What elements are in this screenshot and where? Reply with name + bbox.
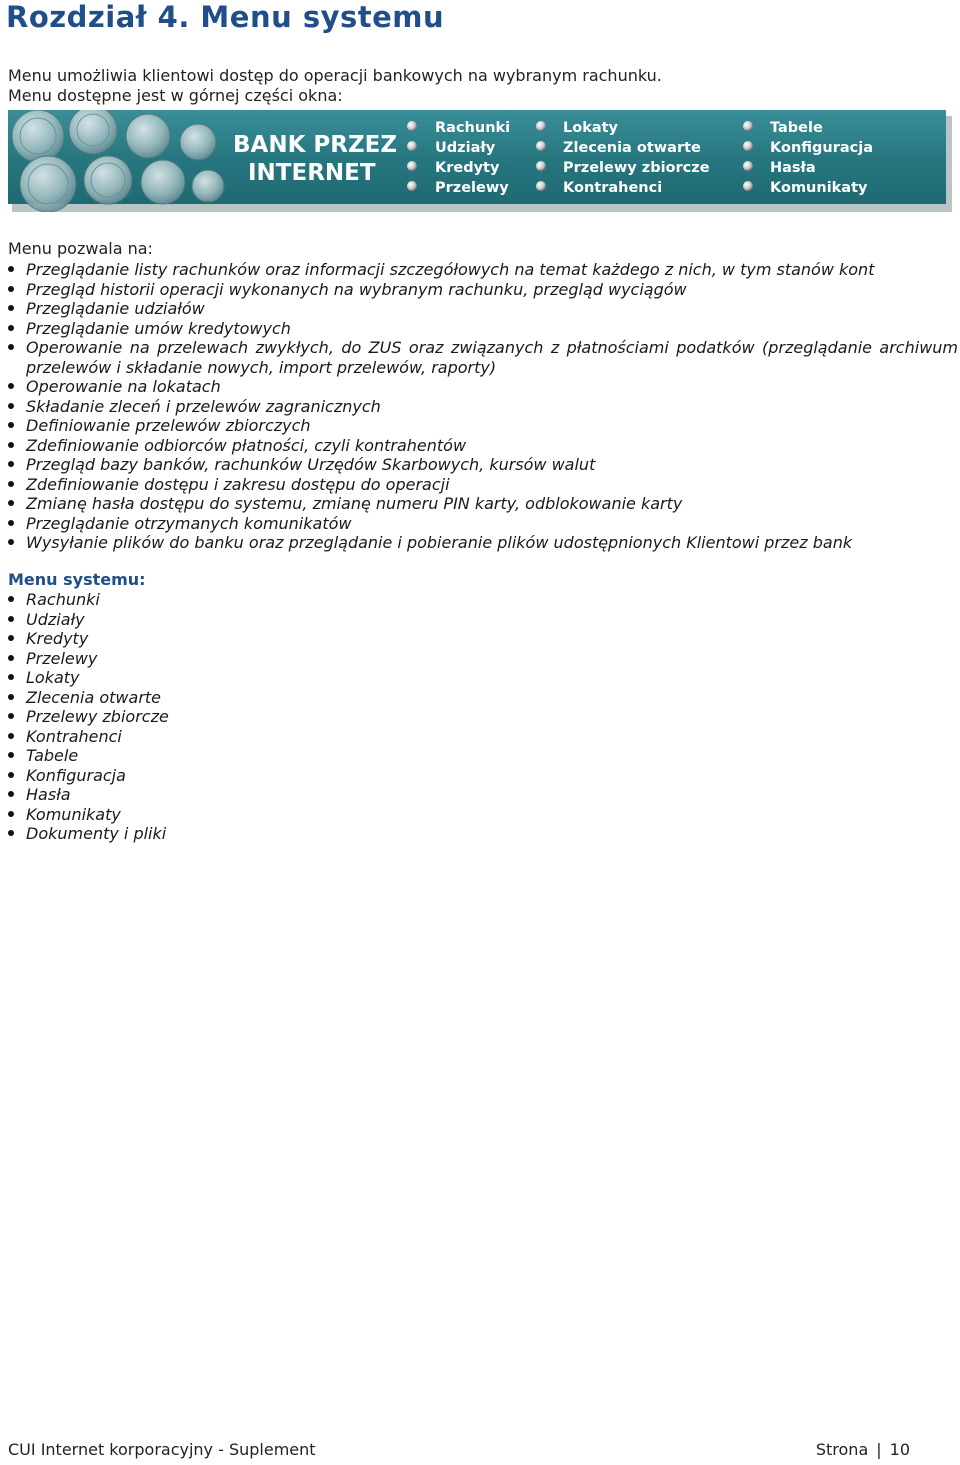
list-item: Definiowanie przelewów zbiorczych xyxy=(8,416,958,436)
menu-item-rachunki: Rachunki xyxy=(8,590,958,610)
banner-menu-udzialy[interactable]: Udziały xyxy=(435,140,496,156)
bullet-icon xyxy=(8,733,14,739)
menu-bullet-icon xyxy=(536,161,546,171)
banner-menu-konfiguracja[interactable]: Konfiguracja xyxy=(770,140,874,156)
bullet-icon xyxy=(8,286,14,292)
list-item: Zmianę hasła dostępu do systemu, zmianę numeru PIN karty, odblokowanie karty xyxy=(8,494,958,514)
bullet-icon xyxy=(8,403,14,409)
banner-menu-przelewy[interactable]: Przelewy xyxy=(435,180,509,196)
bullet-icon xyxy=(8,383,14,389)
menu-item-przelewy-zbiorcze: Przelewy zbiorcze xyxy=(8,707,958,727)
list-item: Składanie zleceń i przelewów zagranicznych xyxy=(8,397,958,417)
bullet-icon xyxy=(8,305,14,311)
bullet-icon xyxy=(8,811,14,817)
list-item: Wysyłanie plików do banku oraz przeglądanie i pobieranie plików udostępnionych Klientowi przez bank xyxy=(8,533,958,553)
list-item: Przeglądanie listy rachunków oraz informacji szczegółowych na temat każdego z nich, w tym stanów kont xyxy=(8,260,958,280)
footer-page-indicator xyxy=(816,1440,910,1459)
list-item: Operowanie na przelewach zwykłych, do ZUS oraz związanych z płatnościami podatków (przeglądanie archiwum przelewów i składanie nowych, import przelewów, raporty) xyxy=(8,338,958,377)
features-label: Menu pozwala na: xyxy=(8,239,153,258)
bullet-icon xyxy=(8,442,14,448)
bullet-icon xyxy=(8,325,14,331)
bullet-icon xyxy=(8,655,14,661)
footer-document-title: CUI Internet korporacyjny - Suplement xyxy=(8,1440,316,1459)
list-item: Operowanie na lokatach xyxy=(8,377,958,397)
bullet-icon xyxy=(8,830,14,836)
banner-menu-przelewy-zbiorcze[interactable]: Przelewy zbiorcze xyxy=(563,160,710,176)
menu-item-konfiguracja: Konfiguracja xyxy=(8,766,958,786)
bullet-icon xyxy=(8,772,14,778)
page-footer xyxy=(0,1440,960,1464)
menu-bullet-icon xyxy=(743,161,753,171)
bullet-icon xyxy=(8,422,14,428)
banner-menu-zlecenia-otwarte[interactable]: Zlecenia otwarte xyxy=(563,140,701,156)
banner-menu-hasla[interactable]: Hasła xyxy=(770,160,816,176)
menu-bullet-icon xyxy=(536,181,546,191)
bullet-icon xyxy=(8,596,14,602)
bullet-icon xyxy=(8,461,14,467)
menu-item-kredyty: Kredyty xyxy=(8,629,958,649)
list-item: Przeglądanie udziałów xyxy=(8,299,958,319)
bullet-icon xyxy=(8,791,14,797)
menu-bullet-icon xyxy=(407,121,417,131)
bullet-icon xyxy=(8,481,14,487)
list-item: Zdefiniowanie dostępu i zakresu dostępu do operacji xyxy=(8,475,958,495)
menu-item-hasla: Hasła xyxy=(8,785,958,805)
intro-paragraph: Menu umożliwia klientowi dostęp do operacji bankowych na wybranym rachunku. Menu dostępne jest w górnej części okna: xyxy=(8,66,662,105)
bullet-icon xyxy=(8,616,14,622)
list-item: Zdefiniowanie odbiorców płatności, czyli kontrahentów xyxy=(8,436,958,456)
menu-bullet-icon xyxy=(536,141,546,151)
bullet-icon xyxy=(8,674,14,680)
bullet-icon xyxy=(8,539,14,545)
footer-separator: | xyxy=(876,1440,882,1459)
menu-bullet-icon xyxy=(743,121,753,131)
brand-line1: BANK PRZEZ xyxy=(233,132,398,158)
menu-item-udzialy: Udziały xyxy=(8,610,958,630)
menu-items-list xyxy=(8,590,958,844)
menu-item-lokaty: Lokaty xyxy=(8,668,958,688)
menu-item-komunikaty: Komunikaty xyxy=(8,805,958,825)
brand-line2: INTERNET xyxy=(248,160,376,186)
bank-menu-banner xyxy=(8,110,952,212)
list-item: Przeglądanie otrzymanych komunikatów xyxy=(8,514,958,534)
bullet-icon xyxy=(8,266,14,272)
bullet-icon xyxy=(8,713,14,719)
menu-bullet-icon xyxy=(536,121,546,131)
menu-item-dokumenty-i-pliki: Dokumenty i pliki xyxy=(8,824,958,844)
footer-page-label: Strona xyxy=(815,1440,869,1459)
footer-page-number: 10 xyxy=(889,1440,910,1459)
bullet-icon xyxy=(8,694,14,700)
menu-bullet-icon xyxy=(743,181,753,191)
banner-menu-komunikaty[interactable]: Komunikaty xyxy=(770,180,868,196)
menu-bullet-icon xyxy=(407,141,417,151)
list-item: Przegląd bazy banków, rachunków Urzędów Skarbowych, kursów walut xyxy=(8,455,958,475)
banner-menu-kontrahenci[interactable]: Kontrahenci xyxy=(563,180,663,196)
banner-menu-tabele[interactable]: Tabele xyxy=(770,120,823,136)
page-title: Rozdział 4. Menu systemu xyxy=(6,0,445,34)
menu-item-kontrahenci: Kontrahenci xyxy=(8,727,958,747)
bullet-icon xyxy=(8,344,14,350)
bullet-icon xyxy=(8,500,14,506)
bullet-icon xyxy=(8,520,14,526)
banner-menu-lokaty[interactable]: Lokaty xyxy=(563,120,619,136)
features-list xyxy=(8,260,958,553)
bullet-icon xyxy=(8,635,14,641)
list-item: Przeglądanie umów kredytowych xyxy=(8,319,958,339)
bullet-icon xyxy=(8,752,14,758)
menu-bullet-icon xyxy=(407,161,417,171)
menu-bullet-icon xyxy=(407,181,417,191)
menu-item-tabele: Tabele xyxy=(8,746,958,766)
menu-bullet-icon xyxy=(743,141,753,151)
menu-item-przelewy: Przelewy xyxy=(8,649,958,669)
menu-title: Menu systemu: xyxy=(8,570,146,589)
menu-item-zlecenia-otwarte: Zlecenia otwarte xyxy=(8,688,958,708)
banner-menu-kredyty[interactable]: Kredyty xyxy=(435,160,500,176)
banner-menu-rachunki[interactable]: Rachunki xyxy=(435,120,511,136)
list-item: Przegląd historii operacji wykonanych na wybranym rachunku, przegląd wyciągów xyxy=(8,280,958,300)
